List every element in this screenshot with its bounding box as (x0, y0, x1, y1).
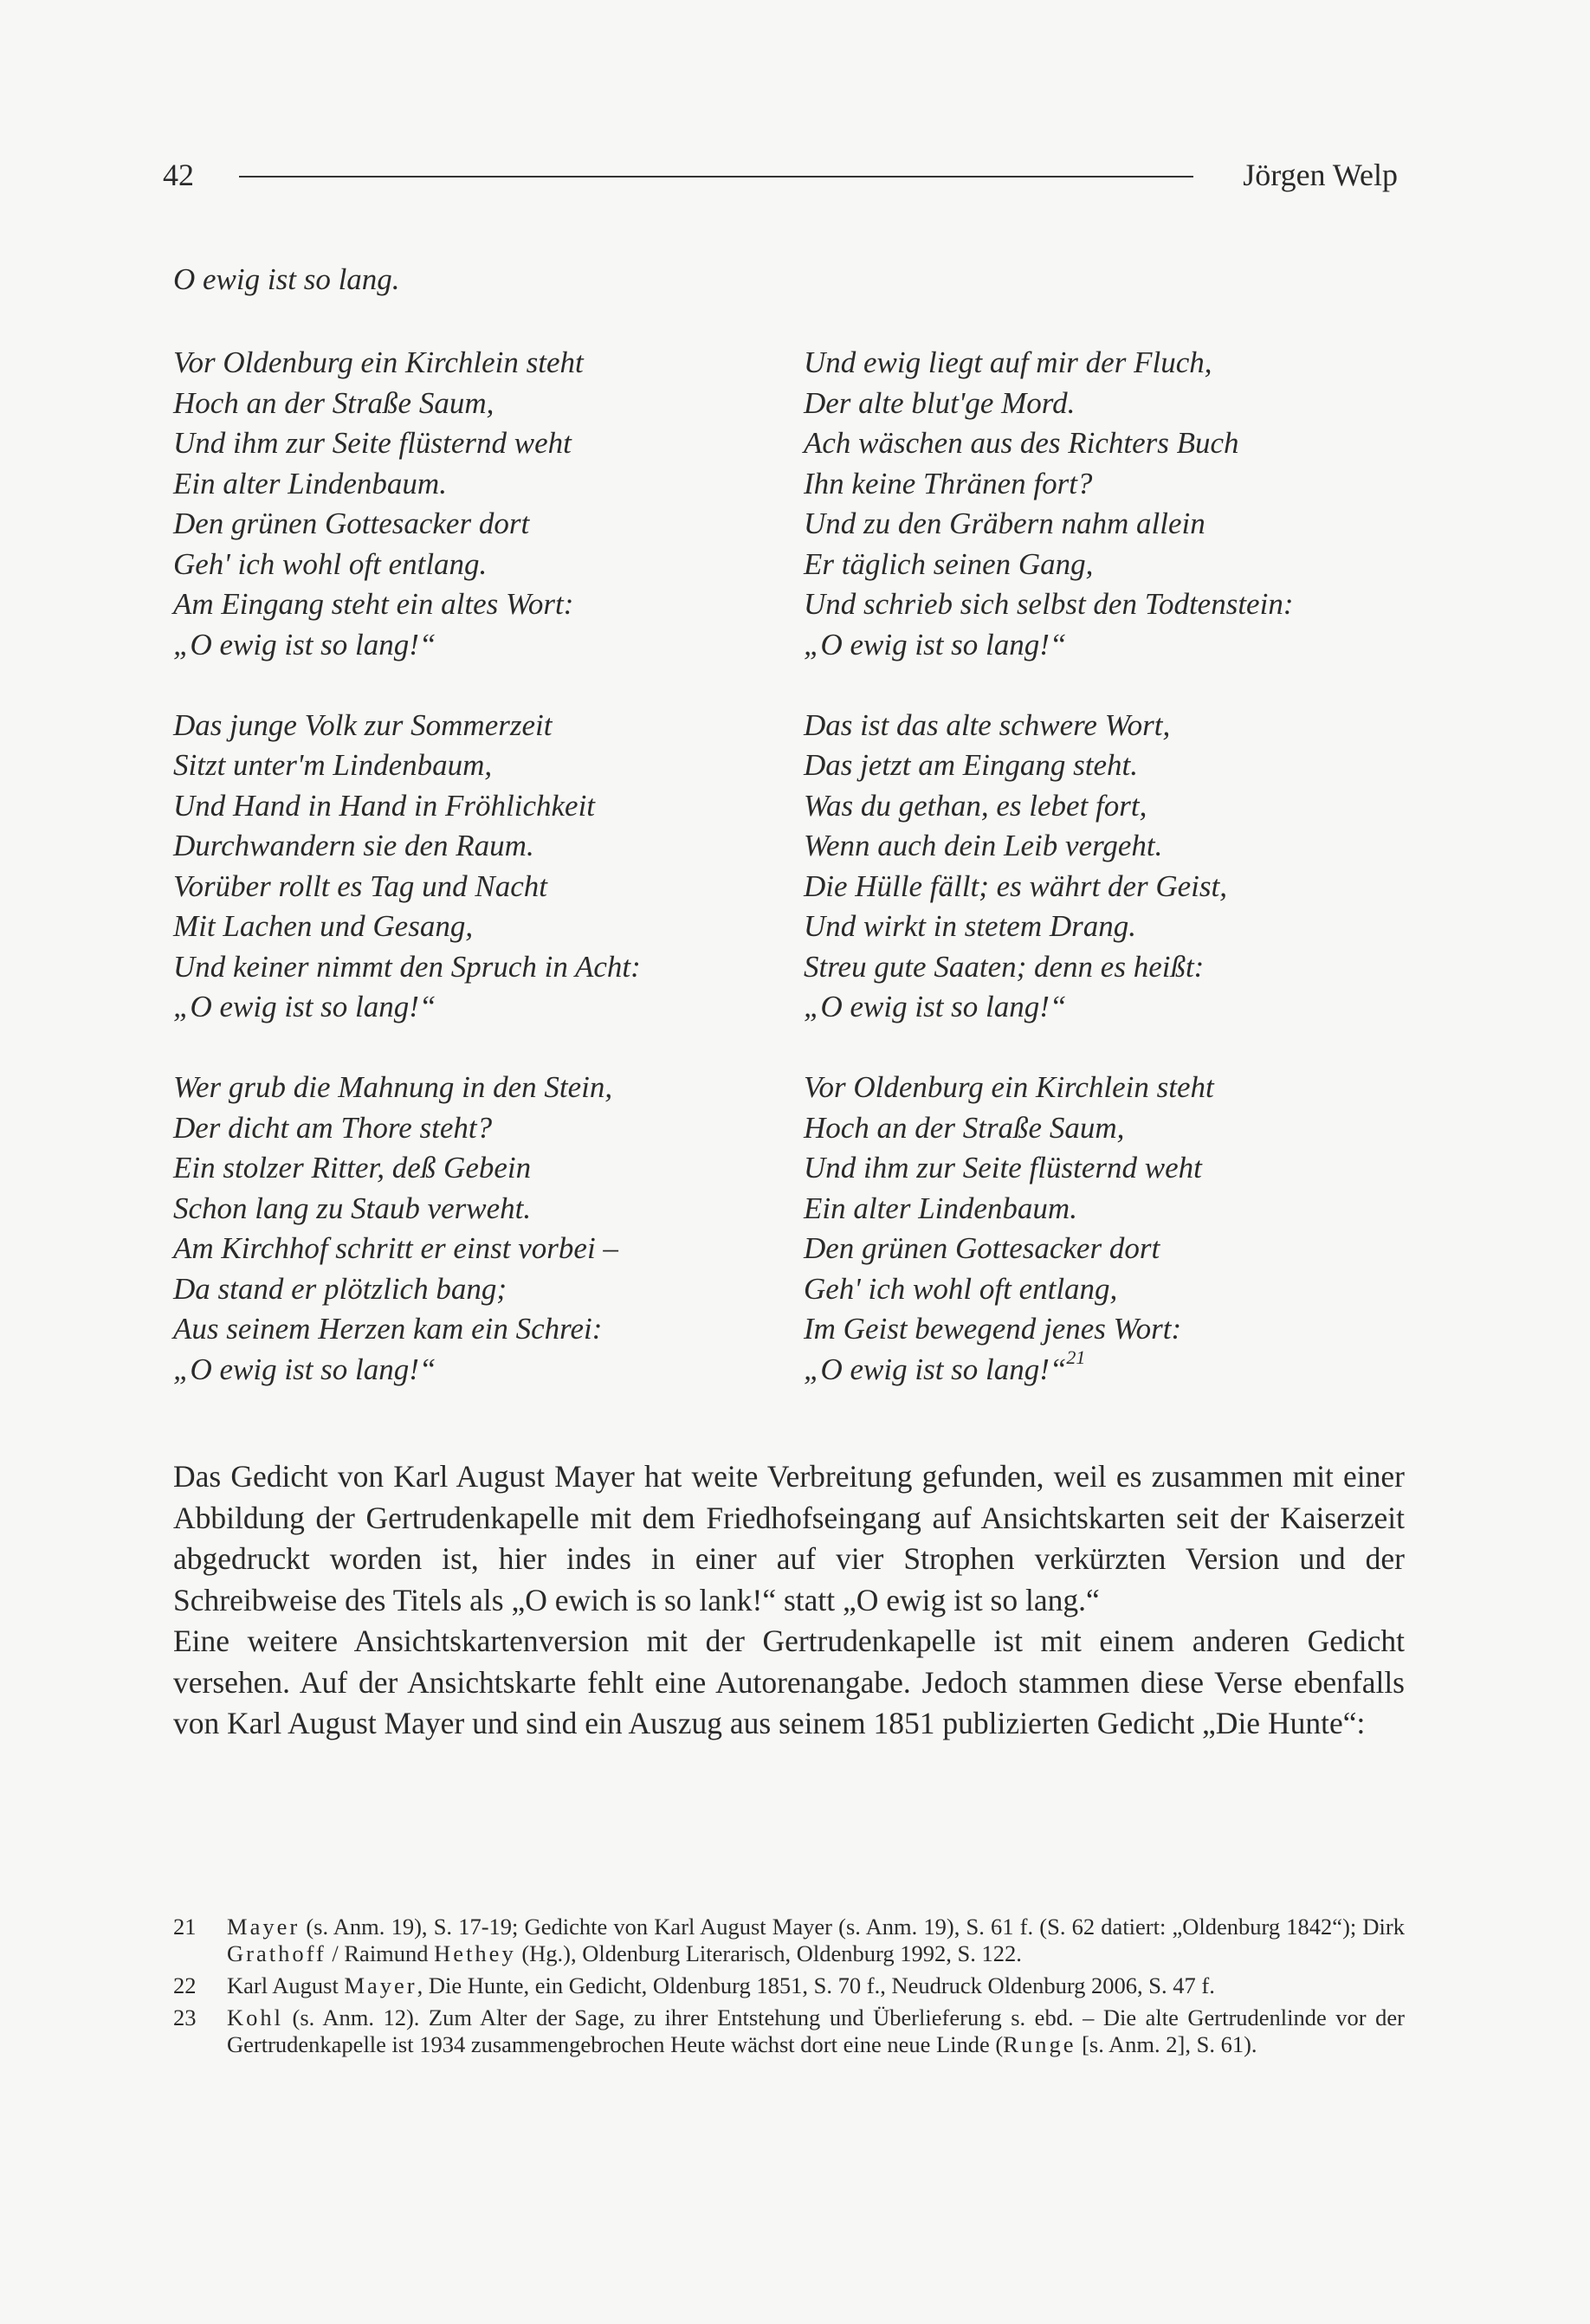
paragraph: Das Gedicht von Karl August Mayer hat weite Verbreitung gefunden, weil es zusammen mit einer Abbildung der Gertrudenkapelle mit dem Friedhofseingang auf Ansichtskarten seit der Kaiserzeit abgedruckt worden ist, hier indes in einer auf vier Strophen verkürzten Version und der Schreibweise des Titels als „O ewich is so lank!“ statt „O ewig ist so lang.“ (173, 1459, 1405, 1617)
footnote-text: (Hg.), Oldenburg Literarisch, Oldenburg 1992, S. 122. (515, 1940, 1022, 1966)
poem-line: Vorüber rollt es Tag und Nacht (173, 868, 548, 903)
poem-line: Und keiner nimmt den Spruch in Acht: (173, 949, 641, 984)
poem-lead-line: O ewig ist so lang. (173, 262, 400, 296)
poem-line: „O ewig ist so lang!“ (804, 627, 1067, 662)
poem-stanza (173, 706, 641, 1028)
poem-left-column (173, 343, 641, 1430)
poem-stanza (804, 1068, 1293, 1390)
footnote-23 (173, 2004, 1405, 2058)
poem-line: Und wirkt in stetem Drang. (804, 909, 1137, 943)
poem-line: Und ihm zur Seite flüsternd weht (804, 1151, 1202, 1185)
poem-line: Ein alter Lindenbaum. (173, 466, 447, 500)
paragraph: Eine weitere Ansichtskartenversion mit der Gertrudenkapelle ist mit einem anderen Gedicht versehen. Auf der Ansichtskarte fehlt eine Autorenangabe. Jedoch stammen diese Verse ebenfalls von Karl August Mayer und sind ein Auszug aus seinem 1851 publizierten Gedicht „Die Hunte“: (173, 1624, 1405, 1740)
poem-line: Wer grub die Mahnung in den Stein, (173, 1070, 613, 1104)
poem-line: Und ewig liegt auf mir der Fluch, (804, 345, 1212, 379)
poem-line: Am Eingang steht ein altes Wort: (173, 587, 574, 621)
poem-line: Ein stolzer Ritter, deß Gebein (173, 1151, 532, 1185)
poem-line: Das junge Volk zur Sommerzeit (173, 707, 553, 742)
page-number: 42 (163, 158, 194, 192)
poem-stanza (804, 706, 1293, 1028)
poem-line: Schon lang zu Staub verweht. (173, 1191, 532, 1225)
poem-line: Den grünen Gottesacker dort (804, 1231, 1160, 1265)
poem-line: Hoch an der Straße Saum, (173, 385, 494, 420)
footnote-number: 21 (173, 1914, 197, 1940)
poem-line: Das jetzt am Eingang steht. (804, 748, 1138, 782)
footnote-22 (173, 1972, 1405, 1999)
poem-line: Vor Oldenburg ein Kirchlein steht (804, 1070, 1214, 1104)
poem-line: „O ewig ist so lang!“ (804, 990, 1067, 1023)
poem-line: Hoch an der Straße Saum, (804, 1110, 1125, 1145)
poem-line: Am Kirchhof schritt er einst vorbei – (173, 1231, 618, 1265)
footnote-text: Karl August (227, 1972, 345, 1998)
poem-line-text: „O ewig ist so lang!“ (804, 1352, 1067, 1386)
poem-line: Geh' ich wohl oft entlang. (173, 546, 488, 581)
poem-line: Geh' ich wohl oft entlang, (804, 1271, 1118, 1306)
footnote-author: Hethey (434, 1940, 516, 1966)
poem-line: Der dicht am Thore steht? (173, 1110, 493, 1145)
footnote-text: [s. Anm. 2], S. 61). (1076, 2031, 1257, 2057)
poem-line: „O ewig ist so lang!“ (173, 1352, 436, 1386)
poem-line: Und zu den Gräbern nahm allein (804, 507, 1205, 540)
poem-line: Und schrieb sich selbst den Todtenstein: (804, 587, 1294, 621)
running-header (163, 152, 1398, 197)
poem-right-column (804, 343, 1293, 1430)
poem-stanza (173, 1068, 641, 1390)
running-author: Jörgen Welp (1243, 158, 1398, 192)
poem-line: Den grünen Gottesacker dort (173, 507, 530, 540)
footnote-author: Mayer (344, 1972, 417, 1998)
footnote-author: Runge (1003, 2031, 1076, 2057)
poem-line: Ach wäschen aus des Richters Buch (804, 426, 1239, 460)
poem-line: Und Hand in Hand in Fröhlichkeit (173, 788, 596, 823)
body-text (173, 1456, 1405, 1745)
footnote-text: (s. Anm. 19), S. 17-19; Gedichte von Karl August Mayer (s. Anm. 19), S. 61 f. (S. 62 datiert: „Oldenburg 1842“); Dirk (300, 1914, 1405, 1940)
poem-line: Die Hülle fällt; es währt der Geist, (804, 868, 1227, 903)
footnote-text: , Die Hunte, ein Gedicht, Oldenburg 1851, S. 70 f., Neudruck Oldenburg 2006, S. 47 f. (417, 1972, 1215, 1998)
poem-stanza (804, 343, 1293, 665)
poem-line: Streu gute Saaten; denn es heißt: (804, 949, 1205, 984)
poem-line: Was du gethan, es lebet fort, (804, 788, 1147, 823)
poem-line: Und ihm zur Seite flüsternd weht (173, 426, 572, 460)
poem-stanza (173, 343, 641, 665)
footnote-author: Mayer (227, 1914, 301, 1940)
poem-line: Im Geist bewegend jenes Wort: (804, 1312, 1182, 1346)
poem-line: „O ewig ist so lang!“ (173, 627, 436, 662)
poem-line: Aus seinem Herzen kam ein Schrei: (173, 1312, 603, 1346)
poem-line: „O ewig ist so lang!“ (173, 990, 436, 1023)
footnote-21 (173, 1914, 1405, 1967)
footnote-text: / Raimund (326, 1940, 435, 1966)
poem-line: Der alte blut'ge Mord. (804, 385, 1076, 420)
footnote-number: 23 (173, 2004, 197, 2030)
poem-line: Er täglich seinen Gang, (804, 546, 1094, 581)
poem-line: Sitzt unter'm Lindenbaum, (173, 748, 493, 782)
poem-line: Da stand er plötzlich bang; (173, 1271, 507, 1306)
footnote-ref-21[interactable]: 21 (1066, 1346, 1086, 1368)
footnote-number: 22 (173, 1972, 197, 1998)
poem-line-with-footnote (804, 1346, 1293, 1391)
poem-line: Mit Lachen und Gesang, (173, 909, 474, 943)
poem-line: Ihn keine Thränen fort? (804, 466, 1093, 500)
footnote-text: (s. Anm. 12). Zum Alter der Sage, zu ihrer Entstehung und Überlieferung s. ebd. – Die alte Gertrudenlinde vor der Gertrudenkapelle ist 1934 zusammengebrochen Heute wächst dort eine neue Linde ( (227, 2004, 1405, 2057)
poem-line: Ein alter Lindenbaum. (804, 1191, 1077, 1225)
footnote-author: Kohl (227, 2004, 283, 2030)
footnotes (173, 1914, 1405, 2063)
poem-line: Durchwandern sie den Raum. (173, 829, 534, 862)
poem-line: Das ist das alte schwere Wort, (804, 707, 1171, 742)
poem-line: Wenn auch dein Leib vergeht. (804, 829, 1163, 862)
footnote-author: Grathoff (227, 1940, 326, 1966)
poem-line: Vor Oldenburg ein Kirchlein steht (173, 345, 584, 379)
header-rule (239, 176, 1193, 178)
